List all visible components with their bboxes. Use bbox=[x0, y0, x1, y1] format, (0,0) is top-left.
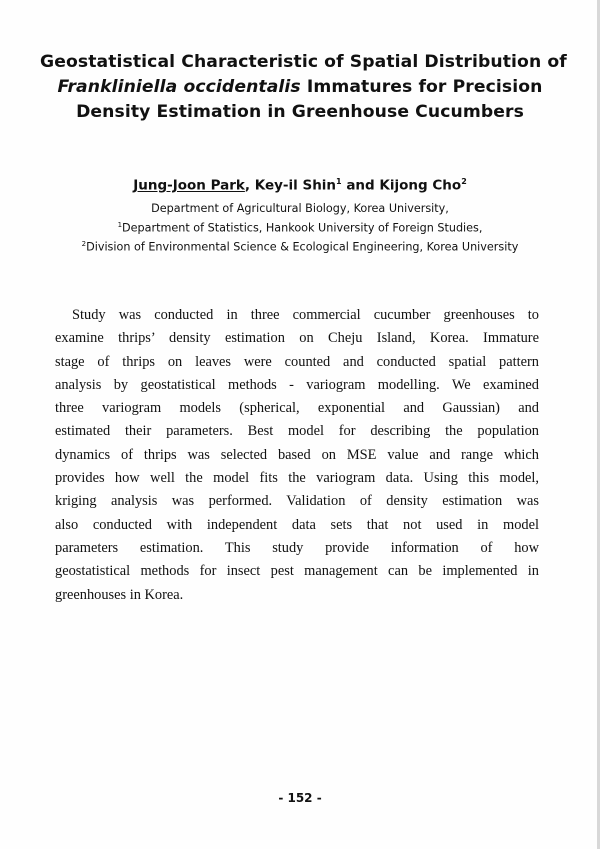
abstract-body bbox=[55, 304, 539, 607]
author-2: Key-il Shin bbox=[254, 177, 337, 194]
paper-title bbox=[40, 50, 567, 125]
affiliation-mark: 1 bbox=[117, 221, 123, 229]
author-2-affiliation-mark: 1 bbox=[336, 177, 342, 186]
abstract-line: also conducted with independent data sets that not used in model bbox=[55, 516, 539, 533]
abstract-line: examine thrips’ density estimation on Cheju Island, Korea. Immature bbox=[55, 330, 539, 347]
abstract-line: estimated their parameters. Best model for describing the population bbox=[55, 423, 539, 440]
author-separator-2: and bbox=[341, 177, 380, 194]
author-3: Kijong Cho bbox=[379, 177, 462, 194]
author-1: Jung-Joon Park bbox=[133, 177, 245, 194]
abstract-line: three variogram models (spherical, exponential and Gaussian) and bbox=[55, 400, 539, 417]
title-line-2-rest: Immatures for Precision bbox=[300, 77, 543, 97]
affiliation-text: Department of Agricultural Biology, Korea University, bbox=[151, 202, 449, 215]
page-number: - 152 - bbox=[278, 791, 322, 805]
author-list bbox=[0, 177, 600, 194]
title-line-1: Geostatistical Characteristic of Spatial Distribution of bbox=[40, 52, 567, 72]
affiliation-mark: 2 bbox=[81, 240, 87, 248]
abstract-line: Study was conducted in three commercial cucumber greenhouses to bbox=[72, 307, 539, 323]
affiliation-3 bbox=[0, 240, 600, 254]
affiliation-text: Division of Environmental Science & Ecological Engineering, Korea University bbox=[86, 240, 519, 254]
author-separator-1: , bbox=[244, 177, 255, 194]
title-line-3: Density Estimation in Greenhouse Cucumbers bbox=[76, 102, 524, 122]
affiliation-text: Department of Statistics, Hankook University of Foreign Studies, bbox=[122, 221, 483, 235]
abstract-line: greenhouses in Korea. bbox=[55, 586, 184, 603]
abstract-line: kriging analysis was performed. Validation of density estimation was bbox=[55, 493, 539, 510]
abstract-line: provides how well the model fits the variogram data. Using this model, bbox=[55, 470, 539, 487]
title-line-2 bbox=[40, 75, 560, 100]
abstract-line: parameters estimation. This study provide information of how bbox=[55, 539, 539, 556]
abstract-line: geostatistical methods for insect pest management can be implemented in bbox=[55, 563, 539, 580]
species-name: Frankliniella occidentalis bbox=[57, 77, 301, 97]
affiliation-1 bbox=[0, 202, 600, 215]
abstract-line: analysis by geostatistical methods - variogram modelling. We examined bbox=[55, 376, 539, 393]
abstract-line: dynamics of thrips was selected based on MSE value and range which bbox=[55, 446, 539, 463]
affiliation-2 bbox=[0, 221, 600, 235]
author-3-affiliation-mark: 2 bbox=[461, 177, 467, 186]
abstract-line: stage of thrips on leaves were counted and conducted spatial pattern bbox=[55, 353, 539, 370]
